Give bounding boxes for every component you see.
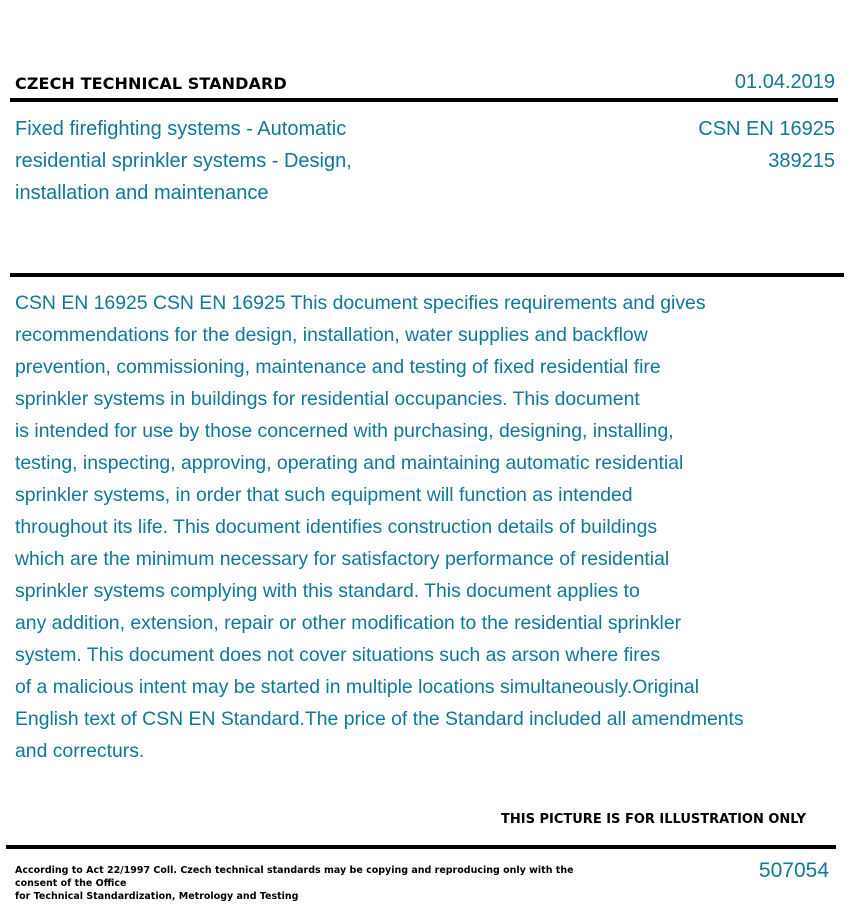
standard-code: CSN EN 16925 [698,118,835,140]
header-divider [10,98,838,102]
standard-title: Fixed firefighting systems - Automatic residential sprinkler systems - Design, installation and maintenance [15,118,352,204]
document-type-heading: CZECH TECHNICAL STANDARD [15,74,287,93]
standard-code-block [698,113,835,177]
standard-class-number: 389215 [768,150,835,172]
title-divider [10,273,844,277]
abstract-text: CSN EN 16925 CSN EN 16925 This document specifies requirements and gives recommendations for the design, installation, water supplies and backflow prevention, commissioning, maintenance and testing of fixed residential fire sprinkler systems in buildings for residential occupancies. This document is intended for use by those concerned with purchasing, designing, installing, testing, inspecting, approving, operating and maintaining automatic residential sprinkler systems, in order that such equipment will function as intended throughout its life. This document identifies construction details of buildings which are the minimum necessary for satisfactory performance of residential sprinkler systems complying with this standard. This document applies to any addition, extension, repair or other modification to the residential sprinkler system. This document does not cover situations such as arson where fires of a malicious intent may be started in multiple locations simultaneously.Original English text of CSN EN Standard.The price of the Standard included all amendments and correcturs. [15,292,744,762]
footer-divider [6,845,836,849]
legal-notice: According to Act 22/1997 Coll. Czech technical standards may be copying and reproducing only with the consent of the Office for Technical Standardization, Metrology and Testing [15,865,574,902]
publication-date: 01.04.2019 [734,71,835,93]
catalog-number: 507054 [758,859,829,882]
illustration-note: THIS PICTURE IS FOR ILLUSTRATION ONLY [501,812,806,827]
